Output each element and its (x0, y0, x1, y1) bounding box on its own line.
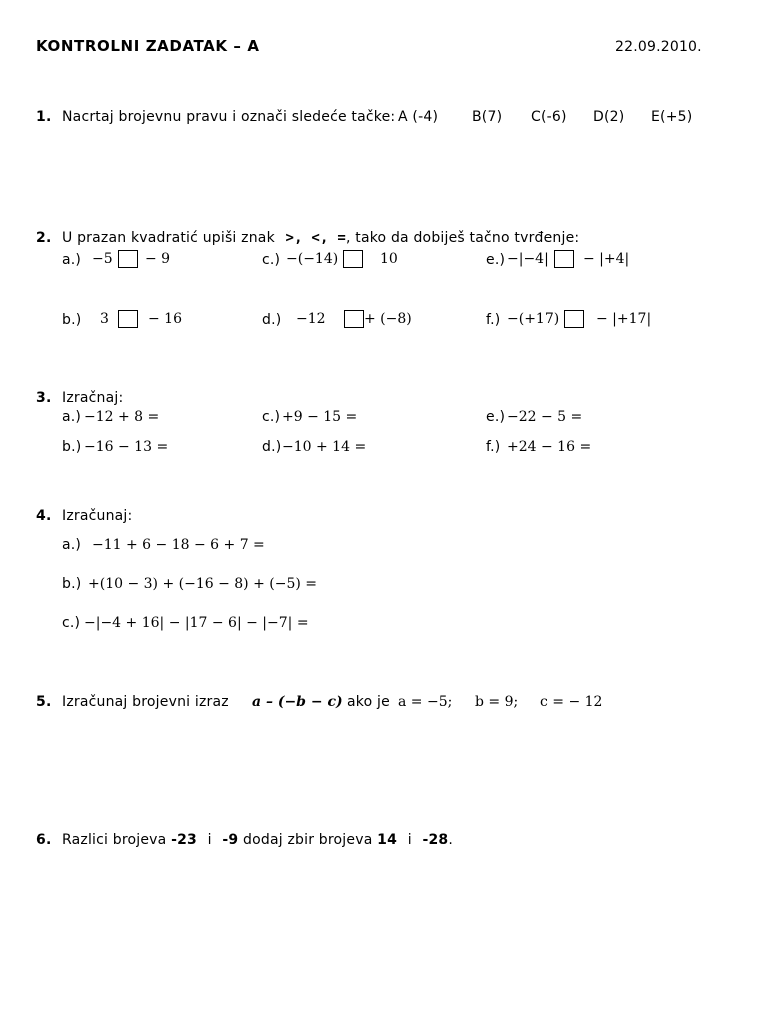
task-4-text: Izračunaj: (62, 508, 133, 524)
task-2a-answer-box[interactable] (118, 250, 138, 268)
task-3c-label: c.) (262, 409, 281, 425)
task-2d-right: + (−8) (364, 311, 412, 327)
task-3b-expr: −16 − 13 = (84, 439, 169, 455)
task-3d-expr: −10 + 14 = (282, 439, 367, 455)
page-title: KONTROLNI ZADATAK – A (36, 37, 260, 55)
task-3a-label: a.) (62, 409, 82, 425)
task-2e-left: −|−4| (507, 251, 549, 267)
task-5-ako-je: ako je (347, 694, 390, 710)
task-4a-expr: −11 + 6 − 18 − 6 + 7 = (92, 537, 265, 553)
task-2c-left: −(−14) (286, 251, 339, 267)
task-2e-label: e.) (486, 252, 506, 268)
task-1-point-d: D(2) (593, 109, 625, 125)
task-2b-answer-box[interactable] (118, 310, 138, 328)
task-6-and-2: i (407, 832, 412, 848)
task-2-text-after: , tako da dobiješ tačno tvrđenje: (345, 230, 580, 246)
task-4c-label: c.) (62, 615, 81, 631)
task-5-expression: a – (−b − c) (252, 694, 343, 710)
task-2f-answer-box[interactable] (564, 310, 584, 328)
task-6-number: 6. (36, 832, 52, 848)
task-3-number: 3. (36, 390, 52, 406)
task-2b-left: 3 (100, 311, 109, 327)
task-2b-right: − 16 (148, 311, 182, 327)
task-4-number: 4. (36, 508, 52, 524)
task-2-signs: >, <, = (285, 230, 346, 246)
task-2c-answer-box[interactable] (343, 250, 363, 268)
task-1-point-c: C(-6) (531, 109, 567, 125)
task-1-point-e: E(+5) (651, 109, 693, 125)
task-3c-expr: +9 − 15 = (282, 409, 358, 425)
task-6-number-3: 14 (377, 832, 398, 848)
task-6-part-1: Razlici brojeva (62, 832, 167, 848)
task-6-part-2: dodaj zbir brojeva (243, 832, 373, 848)
task-3e-expr: −22 − 5 = (507, 409, 583, 425)
task-2d-label: d.) (262, 312, 282, 328)
task-3e-label: e.) (486, 409, 506, 425)
task-6-end: . (448, 832, 453, 848)
task-2-text (62, 230, 579, 246)
task-6-text (62, 832, 453, 848)
task-2a-left: −5 (92, 251, 113, 267)
task-5-number: 5. (36, 694, 52, 710)
date: 22.09.2010. (615, 39, 702, 55)
task-2e-answer-box[interactable] (554, 250, 574, 268)
task-2f-right: − |+17| (596, 311, 652, 327)
task-1-point-a: A (-4) (398, 109, 439, 125)
task-6-number-1: -23 (171, 832, 197, 848)
task-2-number: 2. (36, 230, 52, 246)
task-6-number-4: -28 (422, 832, 449, 848)
task-5-value-c: c = − 12 (540, 694, 603, 710)
task-4b-expr: +(10 − 3) + (−16 − 8) + (−5) = (88, 576, 318, 592)
task-1-number: 1. (36, 109, 52, 125)
task-3f-expr: +24 − 16 = (507, 439, 592, 455)
task-2-text-before: U prazan kvadratić upiši znak (62, 230, 275, 246)
task-6-and-1: i (207, 832, 212, 848)
task-1-text: Nacrtaj brojevnu pravu i označi sledeće tačke: (62, 109, 396, 125)
task-3a-expr: −12 + 8 = (84, 409, 160, 425)
task-1-point-b: B(7) (472, 109, 503, 125)
task-3d-label: d.) (262, 439, 282, 455)
task-6-number-2: -9 (222, 832, 239, 848)
task-2d-answer-box[interactable] (344, 310, 364, 328)
task-5-value-a: a = −5; (398, 694, 453, 710)
task-2a-right: − 9 (145, 251, 171, 267)
task-2f-label: f.) (486, 312, 501, 328)
task-3b-label: b.) (62, 439, 82, 455)
task-4a-label: a.) (62, 537, 82, 553)
task-4b-label: b.) (62, 576, 82, 592)
task-3f-label: f.) (486, 439, 501, 455)
task-5-text: Izračunaj brojevni izraz (62, 694, 229, 710)
task-2e-right: − |+4| (583, 251, 630, 267)
task-2d-left: −12 (296, 311, 326, 327)
task-2b-label: b.) (62, 312, 82, 328)
task-4c-expr: −|−4 + 16| − |17 − 6| − |−7| = (84, 615, 309, 631)
task-3-text: Izračnaj: (62, 390, 124, 406)
task-2f-left: −(+17) (507, 311, 560, 327)
task-2c-label: c.) (262, 252, 281, 268)
task-2a-label: a.) (62, 252, 82, 268)
task-5-value-b: b = 9; (475, 694, 519, 710)
task-2c-right: 10 (380, 251, 398, 267)
